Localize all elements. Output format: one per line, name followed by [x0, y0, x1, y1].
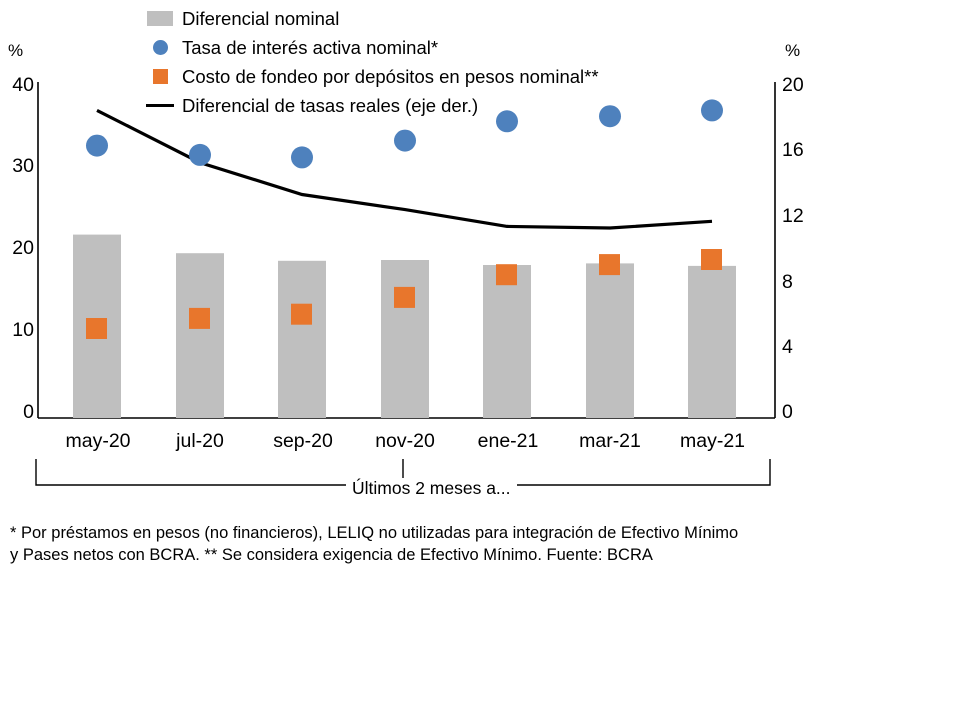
bar [176, 253, 224, 418]
right-axis-tick: 0 [782, 401, 793, 423]
left-axis-tick: 20 [12, 237, 34, 259]
right-axis-tick: 12 [782, 205, 804, 227]
bar [278, 261, 326, 418]
circle-marker [496, 110, 518, 132]
right-axis-unit: % [785, 41, 801, 60]
right-axis-tick: 20 [782, 74, 804, 96]
bar [483, 265, 531, 418]
bar [586, 263, 634, 418]
square-marker [599, 254, 620, 275]
x-axis-tick: jul-20 [176, 430, 224, 452]
left-axis-tick: 0 [23, 401, 34, 423]
right-axis-tick: 8 [782, 271, 793, 293]
scatter-series-tasa-activa [86, 99, 723, 168]
x-axis-tick: may-21 [679, 430, 746, 452]
footnote-line-2: y Pases netos con BCRA. ** Se considera exigencia de Efectivo Mínimo. Fuente: BCRA [10, 546, 653, 564]
circle-marker [599, 105, 621, 127]
square-marker [394, 287, 415, 308]
bar [688, 266, 736, 418]
left-axis-tick: 40 [12, 74, 34, 96]
chart-footnote [10, 522, 890, 566]
circle-marker [189, 144, 211, 166]
right-axis-tick: 16 [782, 139, 804, 161]
square-marker [86, 318, 107, 339]
left-axis-tick: 10 [12, 319, 34, 341]
legend-item-label: Diferencial de tasas reales (eje der.) [182, 94, 479, 116]
bar [381, 260, 429, 418]
legend-item-label: Tasa de interés activa nominal* [182, 36, 439, 58]
right-axis-tick: 4 [782, 336, 793, 358]
circle-marker [86, 135, 108, 157]
square-marker [189, 308, 210, 329]
circle-marker [291, 146, 313, 168]
footnote-line-1: * Por préstamos en pesos (no financieros), LELIQ no utilizadas para integración de Efectivo Mínimo [10, 524, 739, 542]
square-marker [701, 249, 722, 270]
x-axis-tick: sep-20 [273, 430, 333, 452]
line-series-diferencial-real [97, 110, 712, 228]
x-axis-tick: nov-20 [375, 430, 435, 452]
legend-item-label: Diferencial nominal [182, 7, 340, 29]
x-axis-tick: mar-21 [579, 430, 641, 452]
x-axis-tick: may-20 [65, 430, 131, 452]
bracket-label: Últimos 2 meses a... [346, 478, 517, 499]
legend-item-label: Costo de fondeo por depósitos en pesos nominal** [182, 65, 599, 87]
circle-marker [701, 99, 723, 121]
bar-series-diferencial-nominal [73, 235, 736, 418]
left-axis-tick: 30 [12, 155, 34, 177]
square-marker [496, 264, 517, 285]
circle-marker [394, 130, 416, 152]
x-axis-tick: ene-21 [477, 430, 539, 452]
square-marker [291, 304, 312, 325]
left-axis-unit: % [8, 41, 24, 60]
